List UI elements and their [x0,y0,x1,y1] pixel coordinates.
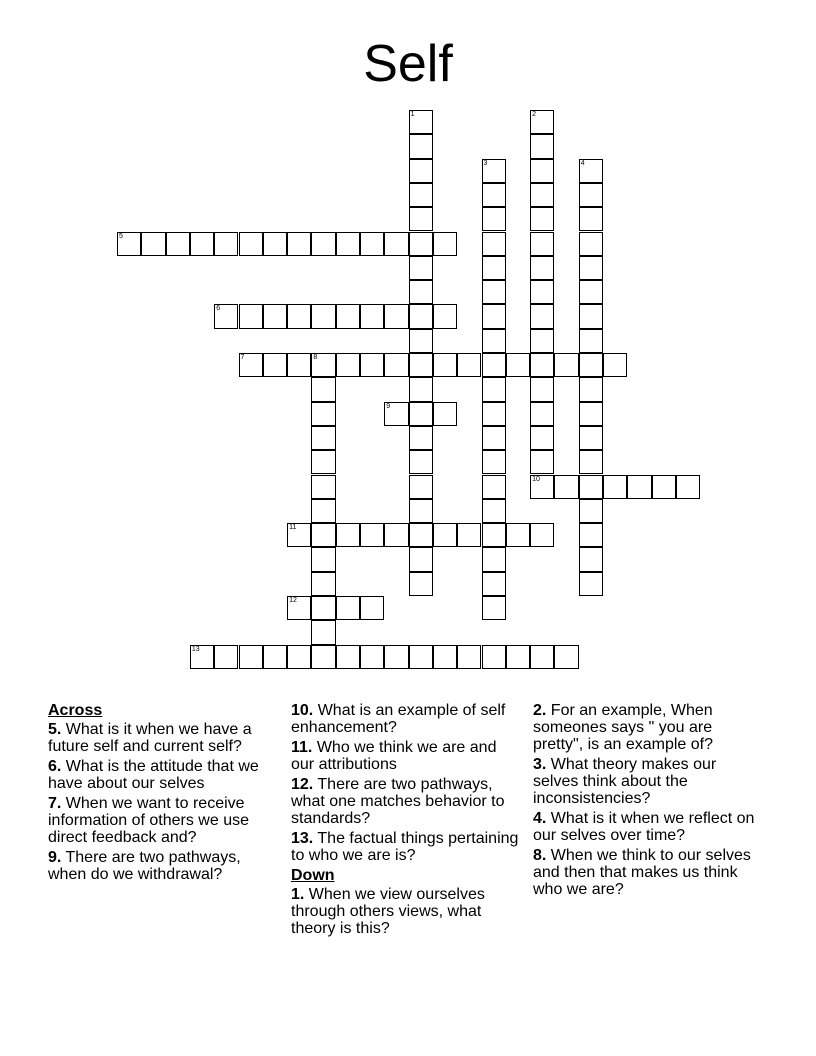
grid-cell[interactable] [530,280,554,304]
cell-number: 8 [313,354,318,361]
grid-cell[interactable] [409,353,433,377]
clue-down-8 [533,847,765,898]
grid-cell[interactable] [457,645,481,669]
grid-cell[interactable] [287,304,311,328]
clue-across-10 [291,702,523,736]
grid-cell[interactable] [336,304,360,328]
grid-cell[interactable] [579,232,603,256]
grid-cell[interactable] [214,304,238,328]
grid-cell[interactable] [409,256,433,280]
cell-number: 5 [119,232,123,240]
down-heading: Down [291,867,335,884]
grid-cell[interactable] [384,304,408,328]
grid-cell[interactable] [506,353,530,377]
grid-cell[interactable] [409,110,433,134]
grid-cell[interactable] [384,523,408,547]
grid-cell[interactable] [530,523,554,547]
grid-cell[interactable] [530,353,554,377]
grid-cell[interactable] [214,232,238,256]
grid-cell[interactable] [579,159,603,183]
grid-cell[interactable] [482,426,506,450]
grid-cell[interactable] [239,353,263,377]
clue-across-7 [48,795,280,846]
grid-cell[interactable] [190,645,214,669]
grid-cell[interactable] [482,499,506,523]
grid-cell[interactable] [311,232,335,256]
grid-cell[interactable] [482,523,506,547]
grid-cell[interactable] [530,110,554,134]
grid-cell[interactable] [482,402,506,426]
clue-text: What is it when we have a future self and current self? [48,721,252,755]
grid-cell[interactable] [603,353,627,377]
grid-cell[interactable] [579,377,603,401]
grid-cell[interactable] [579,183,603,207]
grid-cell[interactable] [530,329,554,353]
grid-cell[interactable] [579,304,603,328]
grid-cell[interactable] [482,450,506,474]
grid-cell[interactable] [433,402,457,426]
grid-cell[interactable] [506,645,530,669]
grid-cell[interactable] [554,645,578,669]
grid-cell[interactable] [530,256,554,280]
grid-cell[interactable] [141,232,165,256]
grid-cell[interactable] [311,547,335,571]
cell-number: 10 [532,475,540,483]
cell-number: 3 [483,159,488,167]
grid-cell[interactable] [311,377,335,401]
grid-cell[interactable] [530,207,554,231]
grid-cell[interactable] [409,547,433,571]
grid-cell[interactable] [457,353,481,377]
grid-cell[interactable] [360,523,384,547]
grid-cell[interactable] [482,596,506,620]
cell-number: 13 [191,645,200,653]
grid-cell[interactable] [311,596,335,620]
grid-cell[interactable] [530,645,554,669]
grid-cell[interactable] [336,523,360,547]
page-title: Self [363,35,453,93]
grid-cell[interactable] [311,353,335,377]
grid-cell[interactable] [311,499,335,523]
grid-cell[interactable] [311,450,335,474]
clue-across-13 [291,830,523,864]
grid-cell[interactable] [360,353,384,377]
grid-cell[interactable] [530,426,554,450]
clue-text: What is an example of self enhancement? [291,702,506,736]
grid-cell[interactable] [603,475,627,499]
grid-cell[interactable] [579,329,603,353]
grid-cell[interactable] [579,547,603,571]
clue-down-3 [533,756,765,807]
grid-cell[interactable] [676,475,700,499]
clue-number: 9. [48,849,62,866]
clue-column-3 [533,702,765,901]
grid-cell[interactable] [360,645,384,669]
grid-cell[interactable] [409,572,433,596]
cell-number: 7 [240,354,245,361]
grid-cell[interactable] [384,645,408,669]
clue-number: 6. [48,758,62,775]
clue-text: The factual things pertaining to who we are is? [291,830,519,864]
grid-cell[interactable] [409,183,433,207]
grid-cell[interactable] [311,645,335,669]
grid-cell[interactable] [482,304,506,328]
clue-across-5 [48,721,280,755]
grid-cell[interactable] [190,232,214,256]
grid-cell[interactable] [482,280,506,304]
clue-number: 1. [291,886,305,903]
grid-cell[interactable] [409,280,433,304]
grid-cell[interactable] [433,304,457,328]
clue-text: When we think to our selves and then that makes us think who we are? [533,847,751,898]
grid-cell[interactable] [409,475,433,499]
clue-number: 11. [291,739,313,756]
grid-cell[interactable] [579,402,603,426]
grid-cell[interactable] [409,499,433,523]
grid-cell[interactable] [409,426,433,450]
grid-cell[interactable] [166,232,190,256]
grid-cell[interactable] [409,207,433,231]
grid-cell[interactable] [652,475,676,499]
clue-down-1 [291,886,523,937]
grid-cell[interactable] [554,353,578,377]
grid-cell[interactable] [409,304,433,328]
grid-cell[interactable] [409,645,433,669]
grid-cell[interactable] [530,134,554,158]
clue-across-11 [291,739,523,773]
grid-cell[interactable] [579,426,603,450]
grid-cell[interactable] [409,134,433,158]
clue-number: 10. [291,702,314,719]
grid-cell[interactable] [336,645,360,669]
grid-cell[interactable] [384,353,408,377]
grid-cell[interactable] [409,402,433,426]
grid-cell[interactable] [530,450,554,474]
grid-cell[interactable] [287,523,311,547]
grid-cell[interactable] [433,232,457,256]
grid-cell[interactable] [409,159,433,183]
grid-cell[interactable] [579,499,603,523]
clue-number: 8. [533,847,547,864]
across-heading: Across [48,702,103,719]
clue-number: 7. [48,795,62,812]
grid-cell[interactable] [360,596,384,620]
grid-cell[interactable] [360,304,384,328]
grid-cell[interactable] [311,475,335,499]
clue-text: Who we think we are and our attributions [291,739,497,773]
clue-text: What is the attitude that we have about our selves [48,758,259,792]
grid-cell[interactable] [482,572,506,596]
cell-number: 11 [289,524,297,532]
grid-cell[interactable] [579,572,603,596]
clue-text: For an example, When someones says " you are pretty", is an example of? [533,702,713,753]
clue-across-9 [48,849,280,883]
grid-cell[interactable] [311,523,335,547]
grid-cell[interactable] [263,304,287,328]
grid-cell[interactable] [482,547,506,571]
grid-cell[interactable] [360,232,384,256]
grid-cell[interactable] [482,207,506,231]
grid-cell[interactable] [263,645,287,669]
grid-cell[interactable] [482,353,506,377]
grid-cell[interactable] [579,353,603,377]
grid-cell[interactable] [579,256,603,280]
grid-cell[interactable] [117,232,141,256]
grid-cell[interactable] [311,620,335,644]
grid-cell[interactable] [530,183,554,207]
grid-cell[interactable] [214,645,238,669]
grid-cell[interactable] [384,402,408,426]
clue-text: There are two pathways, what one matches behavior to standards? [291,776,505,827]
grid-cell[interactable] [409,377,433,401]
grid-cell[interactable] [409,232,433,256]
cell-number: 12 [289,597,297,604]
grid-cell[interactable] [530,232,554,256]
grid-cell[interactable] [579,523,603,547]
clue-number: 13. [291,830,314,847]
grid-cell[interactable] [409,523,433,547]
cell-number: 2 [532,111,536,118]
grid-cell[interactable] [263,232,287,256]
grid-cell[interactable] [287,596,311,620]
grid-cell[interactable] [457,523,481,547]
grid-cell[interactable] [336,353,360,377]
grid-cell[interactable] [433,523,457,547]
grid-cell[interactable] [530,304,554,328]
grid-cell[interactable] [579,450,603,474]
cell-number: 1 [410,111,415,118]
grid-cell[interactable] [530,159,554,183]
clue-across-12 [291,776,523,827]
grid-cell[interactable] [482,645,506,669]
grid-cell[interactable] [287,645,311,669]
grid-cell[interactable] [433,645,457,669]
grid-cell[interactable] [384,232,408,256]
clue-number: 3. [533,756,547,773]
grid-cell[interactable] [336,596,360,620]
grid-cell[interactable] [530,377,554,401]
clue-column-1 [48,702,280,886]
clue-down-4 [533,810,765,844]
grid-cell[interactable] [239,645,263,669]
clue-text: When we view ourselves through others views, what theory is this? [291,886,485,937]
grid-cell[interactable] [409,450,433,474]
grid-cell[interactable] [482,159,506,183]
clue-number: 12. [291,776,314,793]
grid-cell[interactable] [482,475,506,499]
grid-cell[interactable] [263,353,287,377]
cell-number: 4 [580,159,585,167]
grid-cell[interactable] [311,304,335,328]
grid-cell[interactable] [311,402,335,426]
grid-cell[interactable] [482,232,506,256]
grid-cell[interactable] [409,329,433,353]
clue-number: 4. [533,810,547,827]
grid-cell[interactable] [627,475,651,499]
grid-cell[interactable] [287,232,311,256]
clue-number: 5. [48,721,62,738]
clue-column-2 [291,702,523,940]
grid-cell[interactable] [311,572,335,596]
cell-number: 9 [386,402,391,410]
grid-cell[interactable] [239,232,263,256]
grid-cell[interactable] [530,402,554,426]
grid-cell[interactable] [311,426,335,450]
clue-number: 2. [533,702,547,719]
clue-text: What is it when we reflect on our selves over time? [533,810,755,844]
clue-across-6 [48,758,280,792]
grid-cell[interactable] [336,232,360,256]
grid-cell[interactable] [482,377,506,401]
grid-cell[interactable] [287,353,311,377]
grid-cell[interactable] [554,475,578,499]
grid-cell[interactable] [482,256,506,280]
grid-cell[interactable] [530,475,554,499]
grid-cell[interactable] [579,475,603,499]
clue-text: There are two pathways, when do we withdrawal? [48,849,241,883]
grid-cell[interactable] [579,207,603,231]
grid-cell[interactable] [239,304,263,328]
grid-cell[interactable] [506,523,530,547]
clue-down-2 [533,702,765,753]
grid-cell[interactable] [482,329,506,353]
grid-cell[interactable] [579,280,603,304]
grid-cell[interactable] [482,183,506,207]
clue-text: When we want to receive information of others we use direct feedback and? [48,795,249,846]
clue-text: What theory makes our selves think about the inconsistencies? [533,756,717,807]
cell-number: 6 [216,305,221,313]
grid-cell[interactable] [433,353,457,377]
